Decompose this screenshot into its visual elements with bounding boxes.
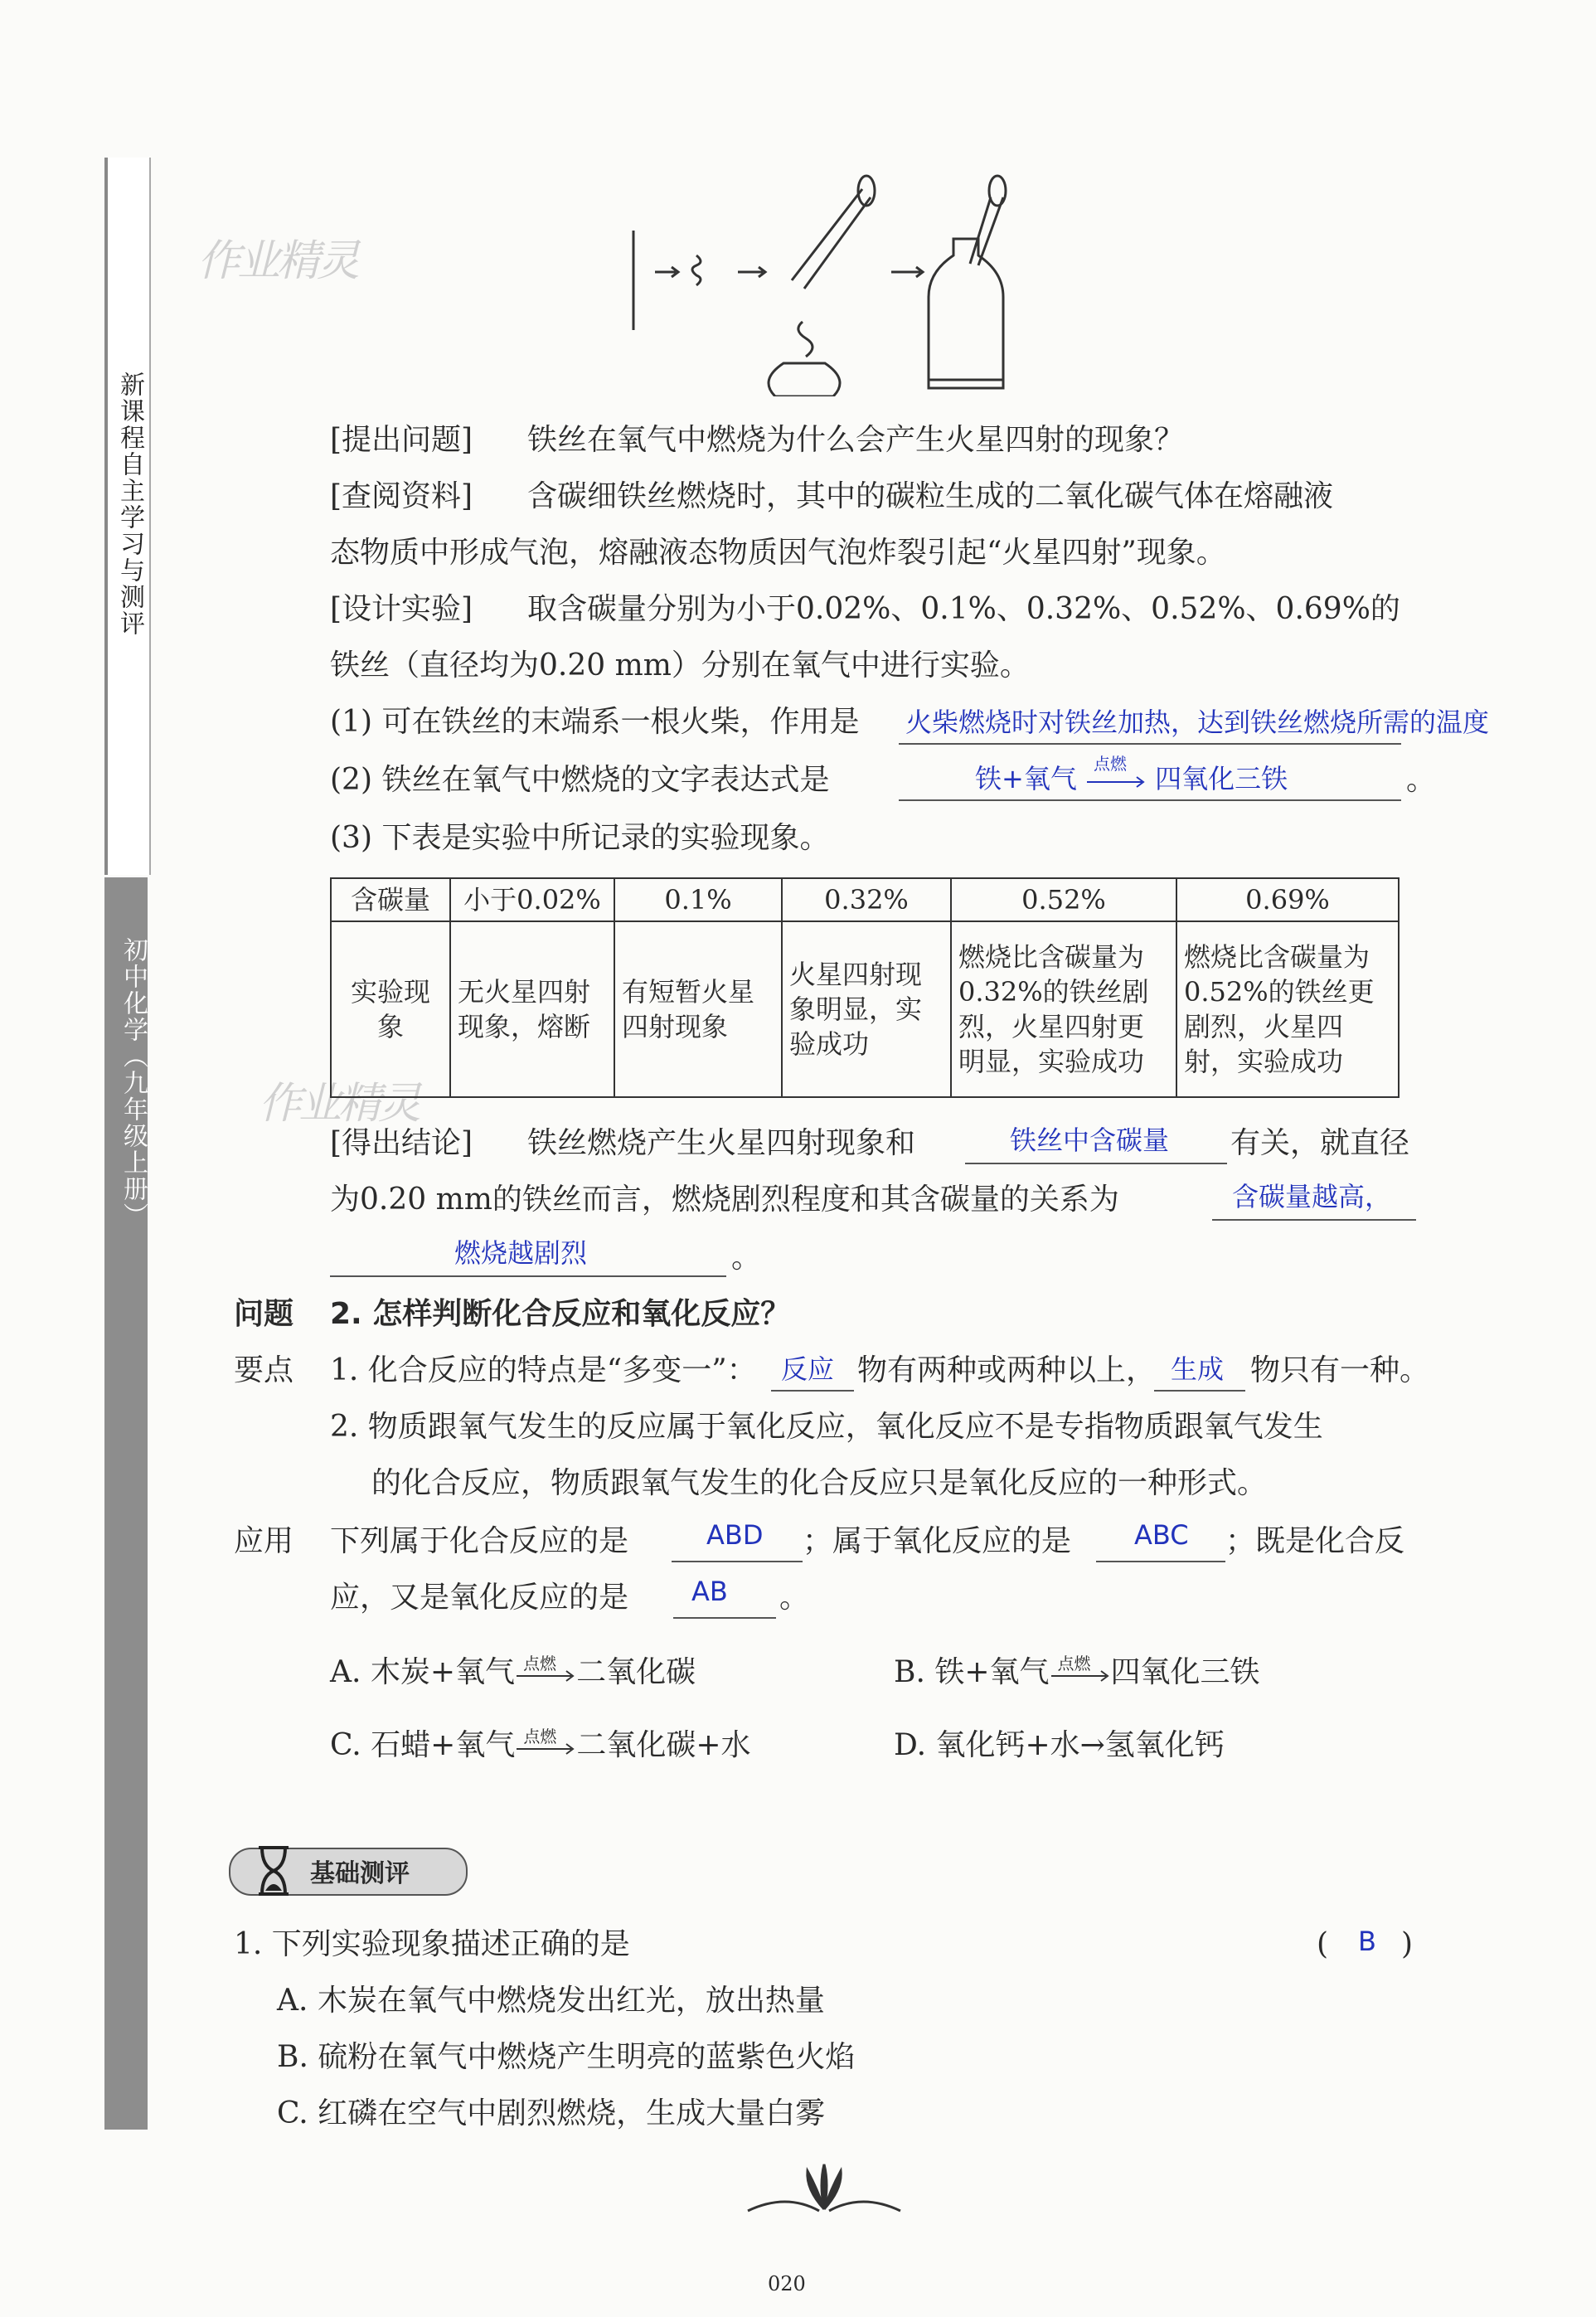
option-a-arrow: 点燃 — [515, 1663, 576, 1686]
reference-tag: [查阅资料] — [330, 479, 473, 513]
option-c-arrow: 点燃 — [515, 1736, 576, 1759]
subquestion-1: (1) 可在铁丝的末端系一根火柴，作用是 — [330, 705, 860, 739]
key-point-2-line-2: 的化合反应，物质跟氧气发生的化合反应只是氧化反应的一种形式。 — [371, 1466, 1268, 1500]
apply-answer-3: AB — [691, 1576, 728, 1607]
conclusion-answer-2b: 燃烧越剧烈 — [454, 1237, 588, 1269]
question-text: 铁丝在氧气中燃烧为什么会产生火星四射的现象？ — [527, 423, 1185, 457]
coiled-wire — [692, 255, 701, 285]
table-header: 0.32% — [782, 878, 951, 921]
apply-text-1: 下列属于化合反应的是 — [330, 1524, 629, 1558]
key-answer-1: 反应 — [781, 1353, 835, 1385]
conclusion-end: 。 — [731, 1241, 762, 1275]
watermark-top: 作业精灵 — [197, 236, 357, 286]
option-a-left: A. 木炭+氧气 — [330, 1655, 516, 1689]
alcohol-lamp — [769, 363, 840, 396]
option-c-left: C. 石蜡+氧气 — [330, 1728, 516, 1762]
apply-answer-3-line — [673, 1617, 776, 1619]
table-cell: 火星四射现象明显，实验成功 — [782, 921, 951, 1097]
answer-2-product: 四氧化三铁 — [1155, 763, 1288, 794]
option-b-arrow: 点燃 — [1050, 1663, 1111, 1686]
flame — [798, 322, 813, 357]
apply-answer-1-line — [672, 1561, 803, 1562]
conclusion-text-2: 有关，就直径 — [1230, 1126, 1410, 1160]
conclusion-text-3: 为0.20 mm的铁丝而言，燃烧剧烈程度和其含碳量的关系为 — [330, 1183, 1119, 1217]
apply-answer-1: ABD — [706, 1519, 764, 1551]
key-points-label: 要点 — [234, 1353, 294, 1387]
table-row-label: 实验现象 — [331, 921, 450, 1097]
quiz-option-c: C. 红磷在空气中剧烈燃烧，生成大量白雾 — [277, 2096, 826, 2130]
tongs-1 — [792, 189, 871, 289]
key-point-1a: 1. 化合反应的特点是“多变一”： — [330, 1353, 757, 1387]
table-cell: 燃烧比含碳量为0.52%的铁丝更剧烈，火星四射，实验成功 — [1176, 921, 1399, 1097]
conclusion-answer-1-line — [965, 1163, 1227, 1164]
apply-answer-2: ABC — [1134, 1519, 1189, 1551]
key-point-2-line-1: 2. 物质跟氧气发生的反应属于氧化反应，氧化反应不是专指物质跟氧气发生 — [330, 1410, 1323, 1444]
quiz-option-a: A. 木炭在氧气中燃烧发出红光，放出热量 — [277, 1984, 825, 2018]
answer-paren-close: ) — [1401, 1927, 1414, 1961]
table-header: 小于0.02% — [450, 878, 614, 921]
conclusion-answer-2a: 含碳量越高， — [1232, 1181, 1392, 1212]
table-header: 0.52% — [951, 878, 1176, 921]
apply-label: 应用 — [234, 1524, 294, 1558]
table-header: 含碳量 — [331, 878, 450, 921]
hourglass-icon — [254, 1844, 293, 1897]
conclusion-answer-3-line — [330, 1275, 726, 1277]
experiment-illustration — [614, 172, 1028, 396]
design-line-2: 铁丝（直径均为0.20 mm）分别在氧气中进行实验。 — [330, 648, 1030, 682]
option-b — [894, 1654, 1260, 1692]
answer-1-line — [899, 743, 1401, 745]
apply-answer-2-line — [1096, 1561, 1225, 1562]
conclusion-answer-1: 铁丝中含碳量 — [1010, 1124, 1170, 1156]
table-cell: 有短暂火星四射现象 — [614, 921, 782, 1097]
quiz-answer-1: B — [1358, 1926, 1376, 1957]
apply-text-2: ；属于氧化反应的是 — [803, 1524, 1072, 1558]
option-c — [330, 1727, 751, 1765]
key-point-1c: 物只有一种。 — [1250, 1353, 1430, 1387]
option-a — [330, 1654, 696, 1692]
section-title: 基础测评 — [310, 1859, 410, 1888]
answer-2-equation — [975, 754, 1288, 796]
table-row — [331, 921, 1399, 1097]
apply-text-4: 应，又是氧化反应的是 — [330, 1581, 629, 1615]
subject-title: 初中化学（九年级上册） — [119, 937, 148, 1229]
reference-line-2: 态物质中形成气泡，熔融液态物质因气泡炸裂引起“火星四射”现象。 — [330, 536, 1226, 570]
subquestion-2-end: 。 — [1406, 763, 1437, 797]
conclusion-tag: [得出结论] — [330, 1126, 473, 1160]
reaction-arrow — [1085, 754, 1147, 792]
key-point-1b: 物有两种或两种以上， — [857, 1353, 1157, 1387]
table-header: 0.1% — [614, 878, 782, 921]
tongs-2 — [970, 197, 1003, 265]
apply-text-5: 。 — [779, 1581, 810, 1615]
reaction-condition: 点燃 — [1094, 754, 1127, 774]
option-b-right: 四氧化三铁 — [1110, 1655, 1260, 1689]
table-header-row — [331, 878, 1399, 921]
apply-text-3: ；既是化合反 — [1225, 1524, 1405, 1558]
option-b-left: B. 铁+氧气 — [894, 1655, 1050, 1689]
series-title: 新课程自主学习与测评 — [115, 372, 144, 637]
table-header: 0.69% — [1176, 878, 1399, 921]
answer-2-line — [899, 799, 1401, 801]
subquestion-2: (2) 铁丝在氧气中燃烧的文字表达式是 — [330, 763, 830, 797]
key-answer-2-line — [1154, 1390, 1245, 1392]
option-d: D. 氧化钙+水→氢氧化钙 — [894, 1728, 1225, 1762]
problem-title: 2. 怎样判断化合反应和氧化反应？ — [330, 1297, 791, 1331]
answer-2-reactants: 铁+氧气 — [975, 763, 1077, 794]
key-answer-1-line — [771, 1390, 854, 1392]
table-cell: 燃烧比含碳量为0.32%的铁丝剧烈，火星四射更明显，实验成功 — [951, 921, 1176, 1097]
question-tag: [提出问题] — [330, 423, 473, 457]
design-tag: [设计实验] — [330, 592, 473, 626]
answer-1: 火柴燃烧时对铁丝加热，达到铁丝燃烧所需的温度 — [905, 707, 1490, 738]
gas-bottle — [929, 239, 1003, 388]
conclusion-answer-2-line — [1212, 1219, 1416, 1221]
key-answer-2: 生成 — [1171, 1353, 1225, 1385]
reference-line-1: 含碳细铁丝燃烧时，其中的碳粒生成的二氧化碳气体在熔融液 — [527, 479, 1334, 513]
conclusion-text-1: 铁丝燃烧产生火星四射现象和 — [527, 1126, 916, 1160]
table-cell: 无火星四射现象，熔断 — [450, 921, 614, 1097]
problem-label: 问题 — [234, 1297, 294, 1331]
subquestion-3: (3) 下表是实验中所记录的实验现象。 — [330, 821, 830, 855]
results-table — [330, 877, 1400, 1098]
option-a-right: 二氧化碳 — [576, 1655, 696, 1689]
design-line-1: 取含碳量分别为小于0.02%、0.1%、0.32%、0.52%、0.69%的 — [527, 592, 1400, 626]
quiz-option-b: B. 硫粉在氧气中燃烧产生明亮的蓝紫色火焰 — [277, 2040, 856, 2074]
option-c-right: 二氧化碳+水 — [576, 1728, 751, 1762]
page-number: 020 — [768, 2272, 806, 2295]
answer-paren-open: ( — [1317, 1927, 1329, 1961]
ornament-icon — [736, 2159, 912, 2219]
watermark-middle: 作业精灵 — [259, 1079, 419, 1129]
quiz-question-1: 1. 下列实验现象描述正确的是 — [234, 1927, 630, 1961]
